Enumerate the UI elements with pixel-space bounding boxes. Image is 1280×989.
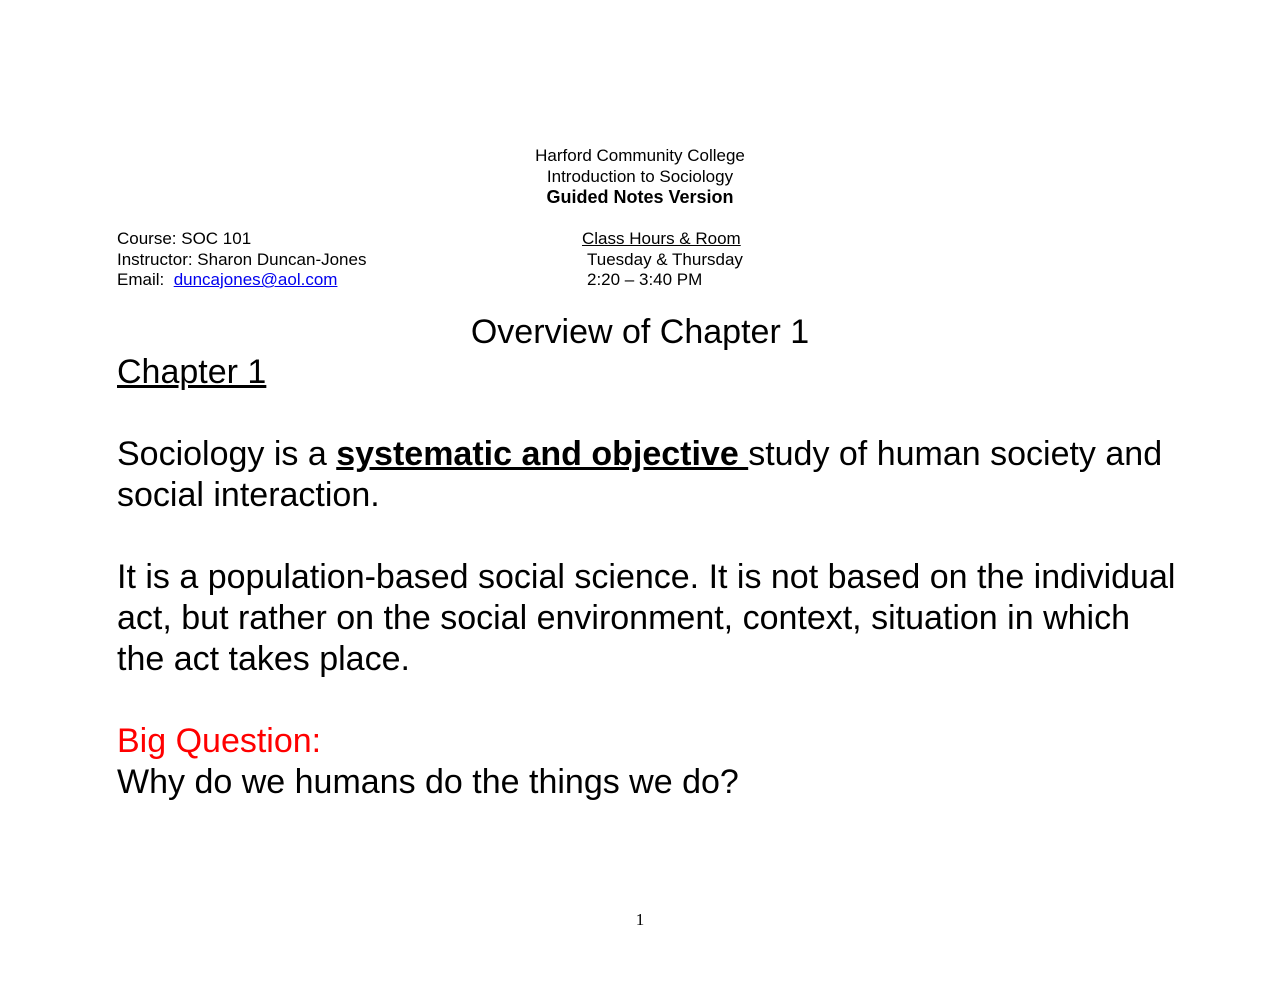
- college-name: Harford Community College: [535, 146, 745, 165]
- course-info: [117, 229, 366, 291]
- definition-paragraph: [117, 434, 1177, 516]
- course-title: Introduction to Sociology: [546, 167, 734, 186]
- email-label: Email:: [117, 270, 165, 289]
- course-line: Course: SOC 101: [117, 229, 252, 248]
- class-time: 2:20 – 3:40 PM: [587, 270, 703, 289]
- email-line: [117, 270, 366, 291]
- version-label: Guided Notes Version: [546, 187, 734, 207]
- overview-title: Overview of Chapter 1: [470, 313, 810, 351]
- notes-body: [117, 352, 1177, 803]
- big-question-text: Why do we humans do the things we do?: [117, 763, 739, 801]
- page-number: 1: [635, 910, 645, 929]
- instructor-line: Instructor: Sharon Duncan-Jones: [117, 249, 367, 269]
- class-days: Tuesday & Thursday: [587, 249, 743, 269]
- email-link[interactable]: duncajones@aol.com: [173, 270, 338, 289]
- definition-prefix: Sociology is a: [117, 435, 337, 473]
- big-question-label: Big Question:: [117, 722, 322, 760]
- class-hours-heading: Class Hours & Room: [582, 229, 741, 248]
- class-info: [582, 229, 743, 291]
- population-paragraph: It is a population-based social science. It is not based on the individual act, but rather on the social environment, context, situation in which the act takes place.: [117, 558, 1176, 678]
- definition-emphasis: systematic and objective: [336, 435, 749, 473]
- chapter-heading: Chapter 1: [117, 353, 267, 391]
- definition-suffix: study of human society and social interaction.: [117, 435, 1163, 514]
- document-header: [0, 145, 1280, 208]
